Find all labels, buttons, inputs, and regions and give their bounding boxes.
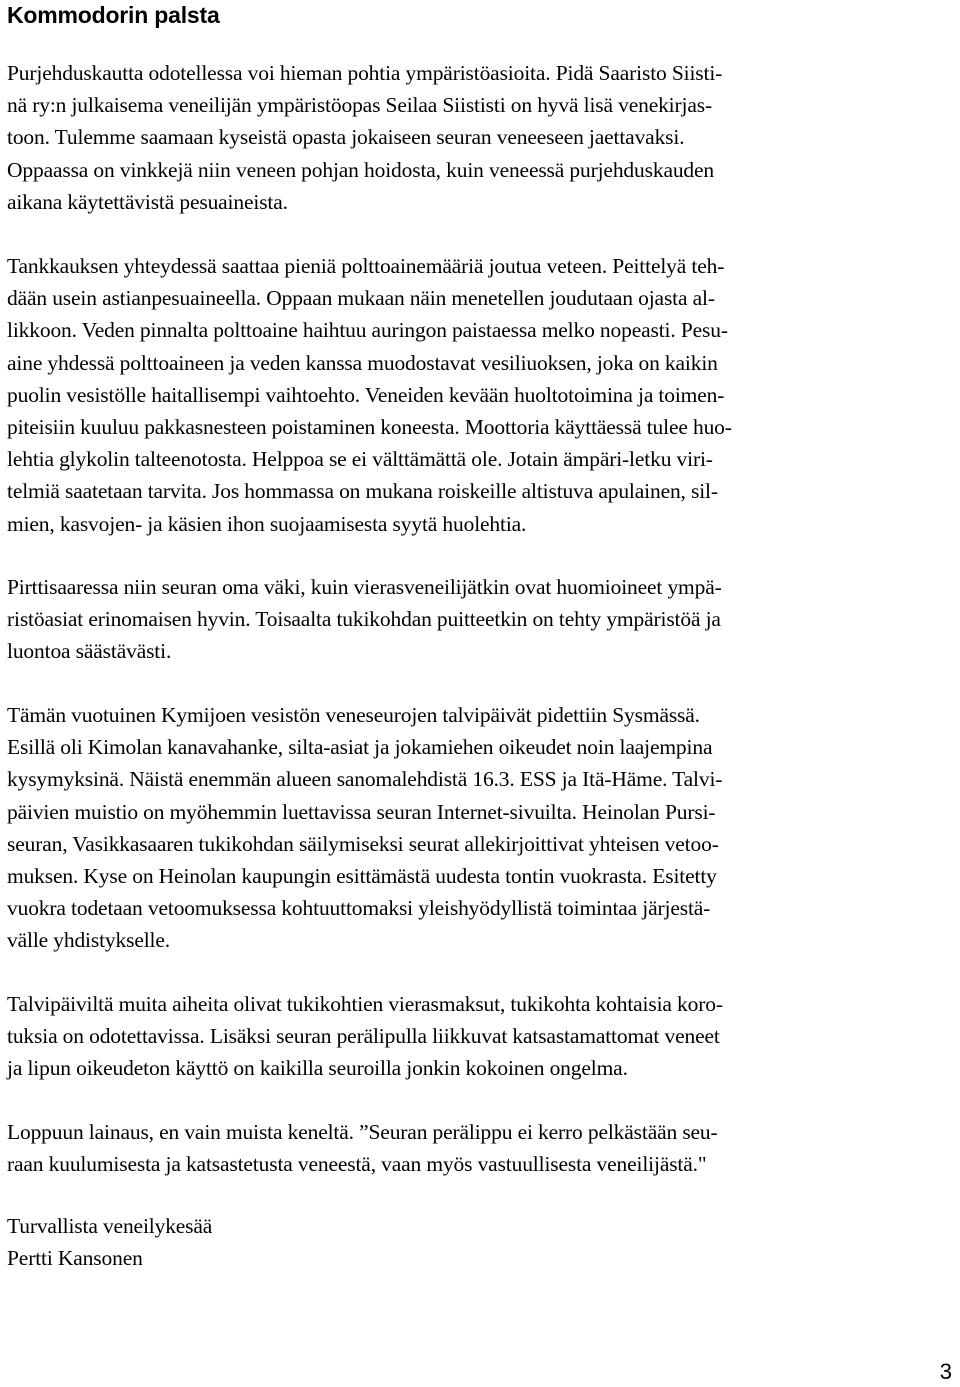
- paragraph-line: telmiä saatetaan tarvita. Jos hommassa on mukana roiskeille altistuva apulainen, sil-: [7, 479, 718, 504]
- paragraph-line: Esillä oli Kimolan kanavahanke, silta-asiat ja jokamiehen oikeudet noin laajempina: [7, 735, 713, 760]
- paragraph-line: Loppuun lainaus, en vain muista keneltä. ”Seuran perälippu ei kerro pelkästään seu-: [7, 1120, 718, 1144]
- paragraph-line: aikana käytettävistä pesuaineista.: [7, 189, 288, 214]
- signature-greeting: Turvallista veneilykesää: [7, 1214, 213, 1238]
- paragraph-line: piteisiin kuuluu pakkasnesteen poistaminen koneesta. Moottoria käyttäessä tulee huo-: [7, 415, 732, 440]
- paragraph-environment-guide: [7, 57, 722, 218]
- paragraph-line: ja lipun oikeudeton käyttö on kaikilla seuroilla jonkin kokoinen ongelma.: [7, 1056, 628, 1081]
- paragraph-line: muksen. Kyse on Heinolan kaupungin esittämästä uudesta tontin vuokrasta. Esitetty: [7, 864, 717, 889]
- paragraph-pirttisaari: [7, 571, 722, 668]
- paragraph-line: lehtia glykolin talteenotosta. Helppoa se ei välttämättä ole. Jotain ämpäri-letku viri-: [7, 447, 713, 472]
- document-page: [7, 0, 952, 1271]
- paragraph-line: tuksia on odotettavissa. Lisäksi seuran perälipulla liikkuvat katsastamattomat veneet: [7, 1024, 720, 1049]
- paragraph-winter-days: [7, 699, 722, 957]
- paragraph-line: aine yhdessä polttoaineen ja veden kanssa muodostavat vesiliuoksen, joka on kaikin: [7, 350, 718, 375]
- paragraph-line: kysymyksinä. Näistä enemmän alueen sanomalehdistä 16.3. ESS ja Itä-Häme. Talvi-: [7, 767, 723, 792]
- paragraph-closing-quote: [7, 1116, 718, 1180]
- paragraph-line: Oppaassa on vinkkejä niin veneen pohjan hoidosta, kuin veneessä purjehduskauden: [7, 157, 715, 182]
- paragraph-line: nä ry:n julkaisema veneilijän ympäristöopas Seilaa Siististi on hyvä lisä venekirjas-: [7, 93, 712, 118]
- paragraph-line: toon. Tulemme saamaan kyseistä opasta jokaiseen seuran veneeseen jaettavaksi.: [7, 125, 685, 150]
- paragraph-line: Tankkauksen yhteydessä saattaa pieniä polttoainemääriä joutua veteen. Peittelyä teh-: [7, 254, 725, 278]
- paragraph-line: mien, kasvojen- ja käsien ihon suojaamisesta syytä huolehtia.: [7, 511, 527, 536]
- paragraph-line: Purjehduskautta odotellessa voi hieman pohtia ympäristöasioita. Pidä Saaristo Siisti-: [7, 61, 723, 85]
- paragraph-line: seuran, Vasikkasaaren tukikohdan säilymiseksi seurat allekirjoittivat yhteisen vetoo-: [7, 831, 719, 856]
- paragraph-line: välle yhdistykselle.: [7, 928, 170, 953]
- signature-block: [7, 1210, 212, 1274]
- paragraph-line: luontoa säästävästi.: [7, 639, 172, 664]
- page-number: 3: [939, 1359, 952, 1384]
- paragraph-line: puolin vesistölle haitallisempi vaihtoehto. Veneiden kevään huoltotoimina ja toimen-: [7, 382, 725, 407]
- paragraph-line: Talvipäiviltä muita aiheita olivat tukikohtien vierasmaksut, tukikohta kohtaisia koro-: [7, 992, 723, 1016]
- paragraph-line: likkoon. Veden pinnalta polttoaine haihtuu auringon paistaessa melko nopeasti. Pesu-: [7, 318, 728, 343]
- paragraph-line: dään usein astianpesuaineella. Oppaan mukaan näin menetellen joudutaan ojasta al-: [7, 286, 715, 311]
- signature-author: Pertti Kansonen: [7, 1246, 143, 1271]
- paragraph-line: raan kuulumisesta ja katsastetusta veneestä, vaan myös vastuullisesta veneilijästä.": [7, 1152, 707, 1177]
- paragraph-line: Tämän vuotuinen Kymijoen vesistön veneseurojen talvipäivät pidettiin Sysmässä.: [7, 703, 700, 727]
- paragraph-line: päivien muistio on myöhemmin luettavissa seuran Internet-sivuilta. Heinolan Pursi-: [7, 799, 716, 824]
- paragraph-fuel-spills: [7, 250, 732, 540]
- paragraph-line: vuokra todetaan vetoomuksessa kohtuuttomaksi yleishyödyllistä toimintaa järjestä-: [7, 896, 711, 921]
- page-title: Kommodorin palsta: [7, 2, 220, 28]
- paragraph-line: Pirttisaaressa niin seuran oma väki, kuin vierasveneilijätkin ovat huomioineet ympä-: [7, 575, 722, 599]
- paragraph-line: ristöasiat erinomaisen hyvin. Toisaalta tukikohdan puitteetkin on tehty ympäristöä ja: [7, 607, 721, 632]
- paragraph-other-topics: [7, 988, 723, 1085]
